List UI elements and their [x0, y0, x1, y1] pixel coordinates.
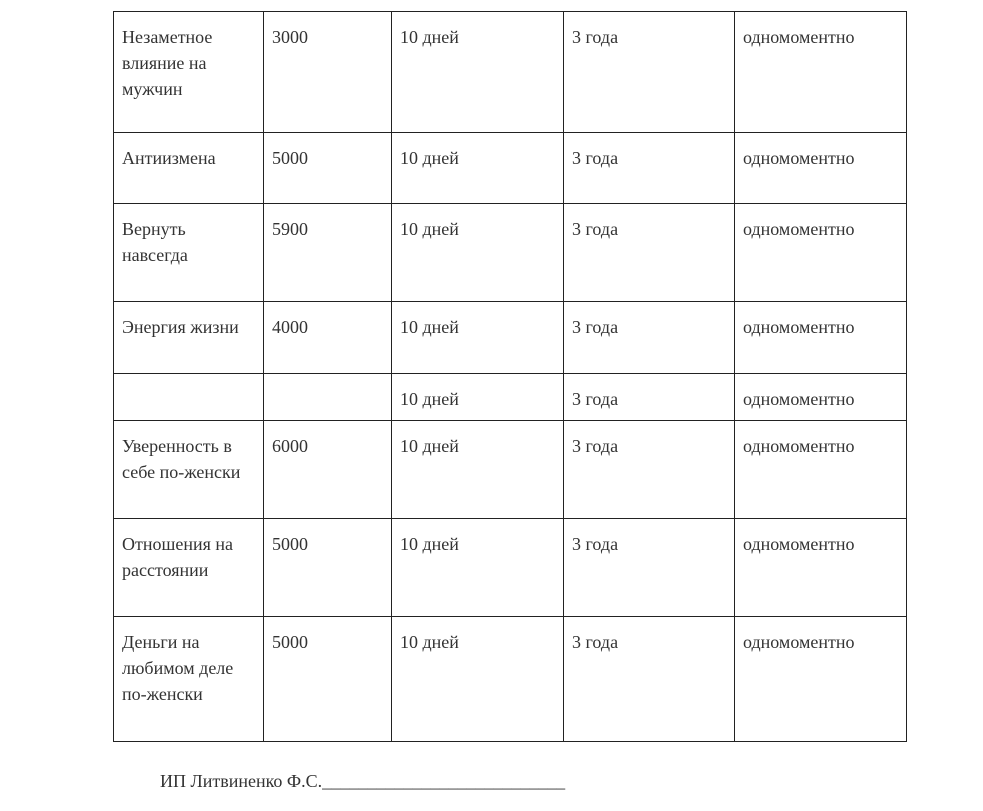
table-row [114, 204, 907, 302]
table-row [114, 519, 907, 617]
term-cell: 10 дней [392, 12, 564, 133]
duration-cell: 3 года [564, 204, 735, 302]
table-row [114, 12, 907, 133]
term-cell: 10 дней [392, 617, 564, 742]
table-row [114, 421, 907, 519]
duration-cell: 3 года [564, 617, 735, 742]
service-name-cell: Антиизмена [114, 133, 264, 204]
price-cell: 5000 [264, 617, 392, 742]
payment-cell: одномоментно [735, 12, 907, 133]
service-name-cell: Уверенность в себе по-женски [114, 421, 264, 519]
duration-cell: 3 года [564, 133, 735, 204]
duration-cell: 3 года [564, 302, 735, 374]
duration-cell: 3 года [564, 374, 735, 421]
duration-cell: 3 года [564, 12, 735, 133]
table-row [114, 302, 907, 374]
term-cell: 10 дней [392, 204, 564, 302]
payment-cell: одномоментно [735, 519, 907, 617]
price-cell: 5000 [264, 133, 392, 204]
payment-cell: одномоментно [735, 421, 907, 519]
term-cell: 10 дней [392, 302, 564, 374]
price-cell [264, 374, 392, 421]
table-row [114, 133, 907, 204]
payment-cell: одномоментно [735, 374, 907, 421]
service-name-cell: Деньги на любимом деле по-женски [114, 617, 264, 742]
service-name-cell: Энергия жизни [114, 302, 264, 374]
price-cell: 3000 [264, 12, 392, 133]
service-name-cell: Отношения на расстоянии [114, 519, 264, 617]
term-cell: 10 дней [392, 133, 564, 204]
services-table [113, 11, 907, 742]
term-cell: 10 дней [392, 374, 564, 421]
term-cell: 10 дней [392, 421, 564, 519]
term-cell: 10 дней [392, 519, 564, 617]
signature-line: ИП Литвиненко Ф.С.___________________________ [160, 771, 566, 791]
payment-cell: одномоментно [735, 617, 907, 742]
table-row [114, 617, 907, 742]
price-cell: 4000 [264, 302, 392, 374]
duration-cell: 3 года [564, 421, 735, 519]
service-name-cell: Незаметное влияние на мужчин [114, 12, 264, 133]
duration-cell: 3 года [564, 519, 735, 617]
price-cell: 5900 [264, 204, 392, 302]
price-cell: 5000 [264, 519, 392, 617]
payment-cell: одномоментно [735, 204, 907, 302]
payment-cell: одномоментно [735, 133, 907, 204]
service-name-cell: Вернуть навсегда [114, 204, 264, 302]
service-name-cell [114, 374, 264, 421]
table-row [114, 374, 907, 421]
payment-cell: одномоментно [735, 302, 907, 374]
price-cell: 6000 [264, 421, 392, 519]
